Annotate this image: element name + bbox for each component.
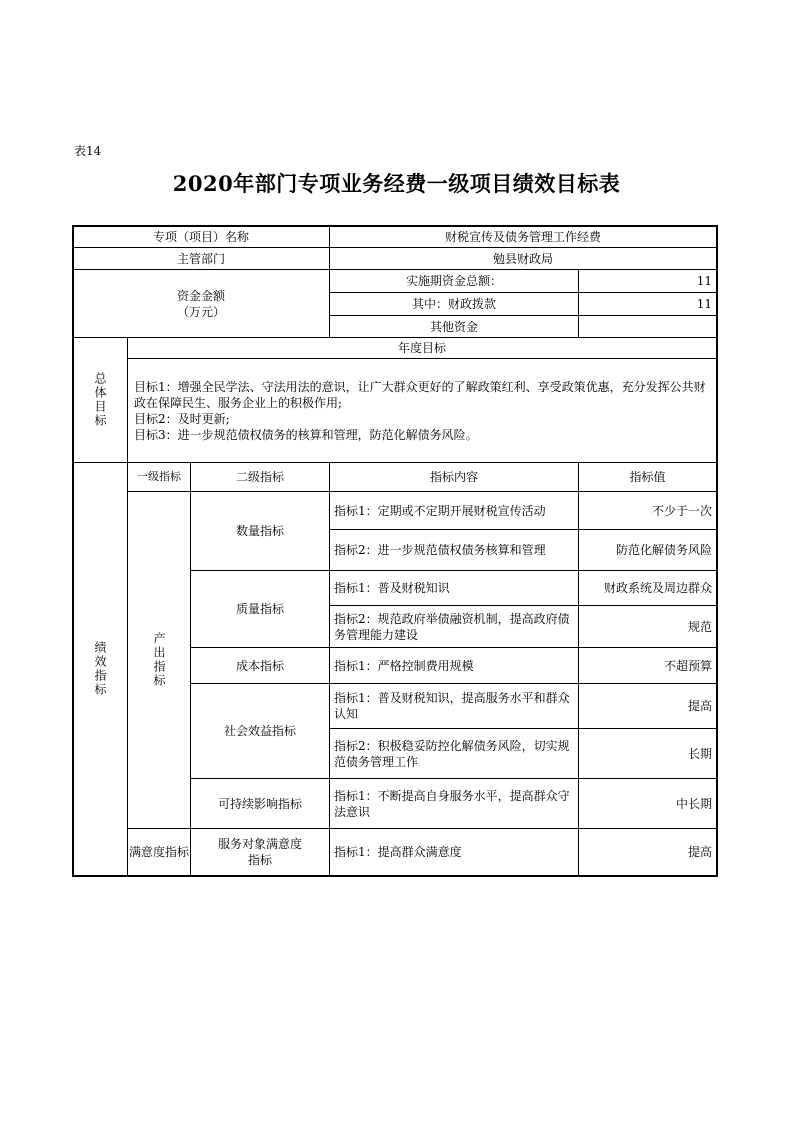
- funds-label: 资金金额 （万元）: [176, 288, 225, 319]
- sustainable-content-1: 指标1：不断提高自身服务水平，提高群众守法意识: [334, 788, 570, 819]
- social-benefit-value-1: 提高: [687, 699, 712, 713]
- goal-1: 目标1：增强全民学法、守法用法的意识，让广大群众更好的了解政策红利、享受政策优惠，充分发挥公共财政在保障民生、服务企业上的积极作用;: [134, 379, 706, 410]
- header-content: 指标内容: [429, 470, 478, 484]
- funds-other-label: 其他资金: [429, 319, 478, 334]
- goal-2: 目标2：及时更新;: [134, 411, 230, 426]
- social-benefit-indicator: 社会效益指标: [223, 724, 296, 738]
- performance-indicator-label: 绩效指标: [93, 641, 107, 697]
- cost-content-1: 指标1：严格控制费用规模: [334, 658, 474, 673]
- quantity-content-1: 指标1：定期或不定期开展财税宣传活动: [334, 503, 546, 518]
- header-level1: 一级指标: [137, 470, 181, 483]
- quality-content-1: 指标1：普及财税知识: [334, 581, 450, 595]
- quantity-indicator: 数量指标: [235, 524, 284, 538]
- social-benefit-content-1: 指标1：普及财税知识，提高服务水平和群众认知: [334, 691, 570, 721]
- service-satisfaction-indicator: 服务对象满意度指标: [217, 837, 302, 867]
- annual-goal-text: [128, 359, 716, 462]
- output-indicator-label: 产出指标: [152, 632, 166, 688]
- funds-total-label: 实施期资金总额：: [405, 274, 502, 288]
- cost-value-1: 不超预算: [663, 658, 712, 673]
- quality-value-2: 规范: [687, 619, 712, 634]
- satisfaction-indicator-label: 满意度指标: [128, 845, 189, 859]
- quality-indicator: 质量指标: [235, 602, 284, 616]
- quality-value-1: 财政系统及周边群众: [603, 581, 712, 595]
- quantity-value-2: 防范化解债务风险: [615, 543, 712, 557]
- document-title: 2020年部门专项业务经费一级项目绩效目标表: [172, 171, 621, 196]
- quantity-content-2: 指标2：进一步规范债权债务核算和管理: [334, 543, 546, 557]
- funds-fiscal-value: 11: [696, 297, 712, 311]
- table-number: 表14: [74, 144, 102, 158]
- social-benefit-value-2: 长期: [687, 746, 712, 761]
- sustainable-impact-indicator: 可持续影响指标: [217, 796, 302, 811]
- department-label: 主管部门: [176, 251, 225, 266]
- funds-total-value: 11: [696, 274, 712, 288]
- project-name-value: 财税宣传及债务管理工作经费: [444, 229, 601, 244]
- annual-goal-header: 年度目标: [397, 341, 446, 355]
- quantity-value-1: 不少于一次: [651, 503, 712, 518]
- project-name-label: 专项（项目）名称: [152, 229, 249, 244]
- goal-3: 目标3：进一步规范债权债务的核算和管理，防范化解债务风险。: [134, 427, 478, 442]
- header-value: 指标值: [629, 470, 666, 484]
- quality-content-2: 指标2：规范政府举债融资机制，提高政府债务管理能力建设: [334, 611, 570, 642]
- social-benefit-content-2: 指标2：积极稳妥防控化解债务风险，切实规范债务管理工作: [334, 738, 570, 769]
- satisfaction-value-1: 提高: [687, 845, 712, 859]
- sustainable-value-1: 中长期: [675, 796, 712, 811]
- overall-goal-label: 总体目标: [93, 372, 107, 428]
- header-level2: 二级指标: [235, 470, 284, 484]
- satisfaction-content-1: 指标1：提高群众满意度: [334, 845, 462, 859]
- funds-fiscal-label: 其中：财政拨款: [411, 297, 496, 311]
- funds-other-value: [579, 316, 716, 337]
- department-value: 勉县财政局: [492, 251, 553, 266]
- cost-indicator: 成本指标: [235, 658, 284, 673]
